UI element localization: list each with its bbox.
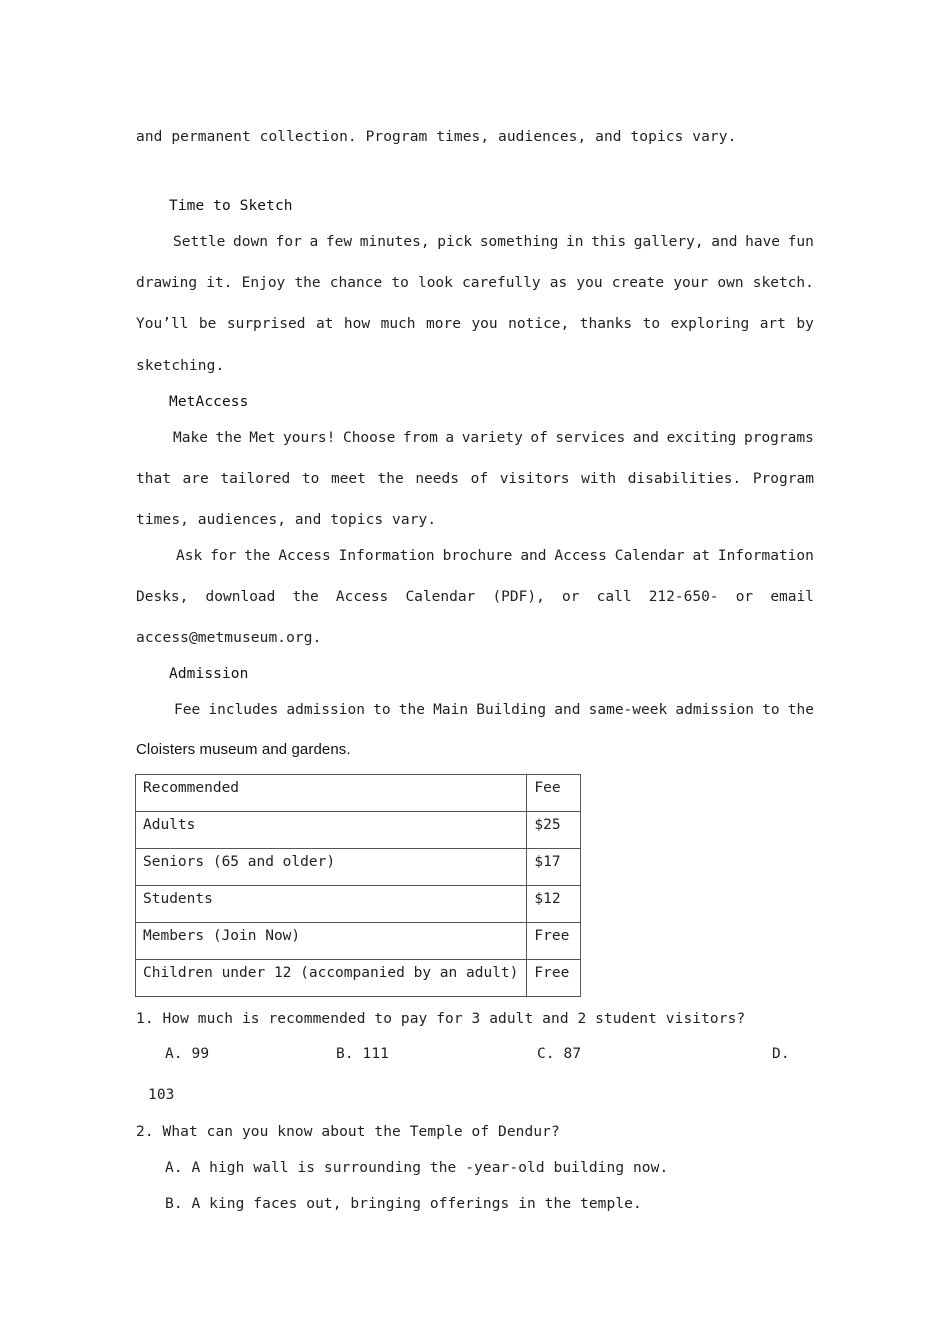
word: are: [182, 471, 209, 487]
word: of: [470, 471, 489, 487]
metaccess-p1-line-2: [136, 470, 814, 488]
word: look: [417, 275, 453, 291]
word: admission: [675, 702, 754, 718]
word: carefully: [462, 275, 541, 291]
word: Met: [249, 430, 276, 446]
word: a: [309, 234, 319, 250]
word: Access: [278, 548, 331, 564]
word: services: [555, 430, 626, 446]
sketch-heading: Time to Sketch: [169, 198, 293, 214]
word: the: [787, 702, 814, 718]
table-cell-category: Students: [136, 886, 527, 923]
word: Settle: [173, 234, 226, 250]
word: needs: [415, 471, 459, 487]
metaccess-heading: MetAccess: [169, 394, 249, 410]
word: to: [762, 702, 780, 718]
word: Calendar: [614, 548, 685, 564]
word: drawing: [136, 275, 198, 291]
word: the: [294, 275, 321, 291]
table-row: [136, 849, 581, 886]
table-cell-fee: Free: [527, 960, 581, 997]
word: Choose: [342, 430, 396, 446]
word: Main: [433, 702, 469, 718]
table-row: [136, 960, 581, 997]
word: this: [591, 234, 627, 250]
word: for: [275, 234, 302, 250]
word: the: [292, 589, 319, 605]
word: at: [315, 316, 334, 332]
admission-heading: Admission: [169, 666, 249, 682]
word: few: [325, 234, 353, 250]
table-cell-fee: $12: [527, 886, 581, 923]
word: meet: [330, 471, 366, 487]
metaccess-email-text: access@metmuseum.org.: [136, 630, 322, 646]
table-row: [136, 923, 581, 960]
question-1-option-c: C. 87: [537, 1046, 582, 1062]
word: or: [562, 589, 580, 605]
word: how: [343, 316, 371, 332]
word: as: [549, 275, 568, 291]
word: email: [770, 589, 814, 605]
word: Desks,: [136, 589, 189, 605]
admission-line-1: [174, 701, 814, 719]
word: tailored: [220, 471, 291, 487]
word: be: [198, 316, 217, 332]
table-cell-category: Members (Join Now): [136, 923, 527, 960]
metaccess-p2-line-1: [176, 547, 814, 565]
word: download: [205, 589, 276, 605]
word: You’ll: [136, 316, 189, 332]
word: and: [554, 702, 581, 718]
word: and: [520, 548, 547, 564]
fee-table: [135, 774, 581, 997]
word: exploring: [670, 316, 750, 332]
sketch-line-3: [136, 315, 814, 333]
table-row: [136, 812, 581, 849]
word: to: [373, 702, 391, 718]
word: variety: [461, 430, 523, 446]
table-cell-category: Children under 12 (accompanied by an adult): [136, 960, 527, 997]
word: you: [576, 275, 603, 291]
word: includes: [208, 702, 279, 718]
word: to: [391, 275, 409, 291]
word: a: [445, 430, 455, 446]
word: thanks: [579, 316, 633, 332]
word: art: [759, 316, 786, 332]
table-header-cell: Fee: [527, 775, 581, 812]
word: Enjoy: [241, 275, 286, 291]
word: programs: [743, 430, 814, 446]
sketch-line-1: [173, 233, 814, 251]
word: the: [215, 430, 242, 446]
sketch-line-4: sketching.: [136, 358, 225, 374]
question-1-option-b: B. 111: [336, 1046, 389, 1062]
word: fun: [787, 234, 814, 250]
word: with: [581, 471, 617, 487]
word: exciting: [666, 430, 737, 446]
word: call: [596, 589, 632, 605]
word: same-week: [588, 702, 668, 718]
table-cell-fee: $25: [527, 812, 581, 849]
word: surprised: [226, 316, 306, 332]
word: and: [711, 234, 738, 250]
word: chance: [329, 275, 383, 291]
word: pick: [437, 234, 473, 250]
word: Information: [717, 548, 814, 564]
question-1-stem: 1. How much is recommended to pay for 3 adult and 2 student visitors?: [136, 1011, 746, 1027]
word: Make: [173, 430, 208, 446]
word: by: [796, 316, 814, 332]
word: Building: [476, 702, 547, 718]
word: Ask: [176, 548, 203, 564]
word: of: [530, 430, 548, 446]
table-cell-fee: $17: [527, 849, 581, 886]
word: and: [632, 430, 660, 446]
word: more: [426, 316, 461, 332]
word: minutes,: [359, 234, 430, 250]
word: own: [717, 275, 744, 291]
table-cell-category: Seniors (65 and older): [136, 849, 527, 886]
word: to: [301, 471, 320, 487]
sketch-line-2: [136, 274, 814, 292]
admission-line-2: Cloisters museum and gardens.: [136, 741, 351, 758]
word: notice,: [508, 316, 570, 332]
word: or: [735, 589, 754, 605]
word: your: [673, 275, 709, 291]
word: (PDF),: [492, 589, 545, 605]
word: to: [642, 316, 661, 332]
table-header-cell: Recommended: [136, 775, 527, 812]
word: in: [566, 234, 584, 250]
word: that: [136, 471, 171, 487]
question-1-option-a: A. 99: [165, 1046, 210, 1062]
intro-tail-text: and permanent collection. Program times, audiences, and topics vary.: [136, 129, 737, 145]
word: from: [402, 430, 438, 446]
question-2-stem: 2. What can you know about the Temple of Dendur?: [136, 1124, 560, 1140]
word: 212-650-: [648, 589, 719, 605]
table-cell-category: Adults: [136, 812, 527, 849]
word: yours!: [283, 430, 336, 446]
metaccess-p1-line-3: times, audiences, and topics vary.: [136, 512, 437, 528]
word: much: [380, 316, 416, 332]
metaccess-p1-line-1: [173, 429, 814, 447]
word: for: [210, 548, 237, 564]
word: it.: [206, 275, 233, 291]
table-cell-fee: Free: [527, 923, 581, 960]
metaccess-p2-line-2: [136, 588, 814, 606]
word: the: [377, 471, 404, 487]
word: sketch.: [752, 275, 814, 291]
word: Program: [752, 471, 814, 487]
word: visitors: [499, 471, 570, 487]
word: you: [471, 316, 498, 332]
table-header-row: [136, 775, 581, 812]
word: the: [244, 548, 271, 564]
question-2-option-a: A. A high wall is surrounding the -year-old building now.: [165, 1160, 669, 1176]
word: something: [479, 234, 559, 250]
word: Information: [338, 548, 435, 564]
word: Access: [335, 589, 389, 605]
word: at: [692, 548, 710, 564]
question-2-option-b: B. A king faces out, bringing offerings in the temple.: [165, 1196, 642, 1212]
word: disabilities.: [627, 471, 742, 487]
word: Calendar: [405, 589, 476, 605]
table-row: [136, 886, 581, 923]
word: Fee: [174, 702, 201, 718]
word: Access: [554, 548, 607, 564]
word: create: [611, 275, 665, 291]
word: the: [398, 702, 425, 718]
word: gallery,: [633, 234, 704, 250]
question-1-option-d-value: 103: [148, 1087, 175, 1103]
word: down: [233, 234, 268, 250]
word: have: [745, 234, 781, 250]
word: admission: [286, 702, 365, 718]
word: brochure: [442, 548, 513, 564]
question-1-option-d: D.: [772, 1046, 790, 1062]
